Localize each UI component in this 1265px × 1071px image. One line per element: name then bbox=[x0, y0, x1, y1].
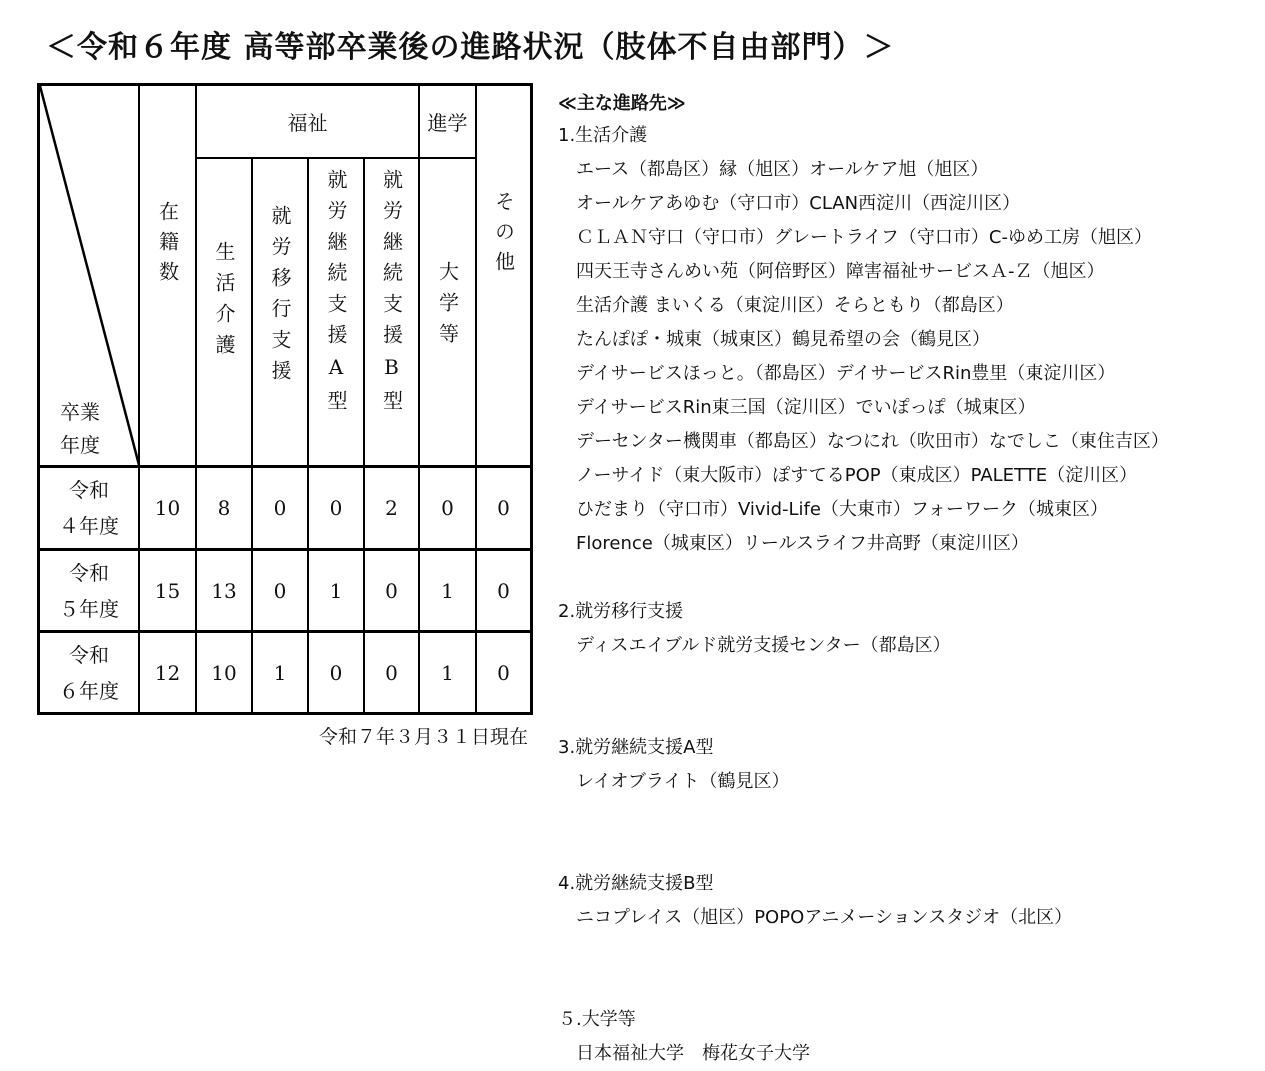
destination-item: Florence（城東区）リールスライフ井高野（東淀川区） bbox=[576, 533, 1029, 554]
destination-item: ノーサイド（東大阪市）ぽすてるPOP（東成区）PALETTE（淀川区） bbox=[576, 465, 1138, 486]
table-cell: 10 bbox=[211, 660, 237, 685]
subheader-iko bbox=[253, 159, 307, 465]
header-higher-ed-text: 進学 bbox=[427, 111, 468, 135]
subheader-keizoku-a bbox=[309, 159, 363, 465]
destination-item: 四天王寺さんめい苑（阿倍野区）障害福祉サービスＡ-Ｚ（旭区） bbox=[576, 261, 1105, 282]
destination-item: 日本福祉大学 梅花女子大学 bbox=[576, 1043, 810, 1064]
destination-item: デイサービスほっと。（都島区）デイサービスRin豊里（東淀川区） bbox=[576, 363, 1116, 384]
destination-item: デーセンター機関車（都島区）なつにれ（吹田市）なでしこ（東住吉区） bbox=[576, 431, 1169, 452]
table-cell: 10 bbox=[154, 496, 181, 520]
row-year-label bbox=[40, 633, 138, 712]
page-title: ＜令和６年度 高等部卒業後の進路状況（肢体不自由部門）＞ bbox=[46, 30, 895, 65]
corner-label-bottom: 年度 bbox=[60, 433, 100, 457]
header-higher-ed bbox=[420, 86, 475, 157]
table-cell: 0 bbox=[329, 660, 343, 685]
table-cell: 1 bbox=[273, 660, 287, 685]
spacer bbox=[558, 697, 1258, 731]
destination-list bbox=[558, 89, 1258, 1071]
subheader-daigaku bbox=[420, 159, 475, 465]
header-welfare bbox=[197, 86, 418, 157]
row-year: ４年度 bbox=[59, 514, 119, 538]
subheader-seikatsu bbox=[197, 159, 251, 465]
destination-category-label: 4.就労継続支援B型 bbox=[558, 873, 714, 894]
row-era: 令和 bbox=[69, 560, 109, 585]
header-welfare-text: 福祉 bbox=[287, 111, 328, 135]
table-cell: 0 bbox=[497, 578, 510, 603]
row-era: 令和 bbox=[69, 642, 109, 667]
row-year-label bbox=[40, 551, 138, 630]
table-cell: 0 bbox=[497, 660, 510, 685]
subheader-iko-text: 就労移行支援 bbox=[268, 205, 292, 391]
destination-category-label: 1.生活介護 bbox=[558, 125, 648, 146]
spacer bbox=[558, 799, 1258, 833]
corner-label bbox=[60, 396, 100, 462]
table-cell: 1 bbox=[329, 578, 343, 603]
table-cell: 0 bbox=[385, 660, 398, 685]
header-enrolled-text: 在籍数 bbox=[155, 200, 180, 291]
table-cell: 0 bbox=[497, 496, 510, 520]
spacer bbox=[558, 833, 1258, 867]
row-era: 令和 bbox=[69, 478, 109, 502]
destination-item: デイサービスRin東三国（淀川区）でいぽっぽ（城東区） bbox=[576, 397, 1036, 418]
table-cell: 0 bbox=[329, 496, 343, 520]
subheader-seikatsu-text: 生活介護 bbox=[212, 241, 236, 365]
row-year: ５年度 bbox=[59, 596, 119, 621]
destination-categories bbox=[558, 119, 1258, 1071]
table-cell: 1 bbox=[441, 660, 454, 685]
destination-category-label: ５.大学等 bbox=[558, 1009, 636, 1030]
career-table bbox=[37, 83, 533, 715]
table-cell: 0 bbox=[385, 578, 398, 603]
subheader-keizoku-a-text: 就労継続支援A型 bbox=[324, 169, 348, 421]
destination-item: ニコプレイス（旭区）POPOアニメーションスタジオ（北区） bbox=[576, 907, 1073, 928]
spacer bbox=[558, 969, 1258, 1003]
table-cell: 0 bbox=[441, 496, 454, 520]
spacer bbox=[558, 663, 1258, 697]
destination-heading: ≪主な進路先≫ bbox=[558, 93, 686, 114]
table-cell: 15 bbox=[154, 578, 181, 603]
row-year-label bbox=[40, 468, 138, 548]
destination-item: ディスエイブルド就労支援センター（都島区） bbox=[576, 635, 951, 656]
spacer bbox=[558, 561, 1258, 595]
destination-item: エース（都島区）縁（旭区）オールケア旭（旭区） bbox=[576, 159, 989, 180]
as-of-date: 令和７年３月３１日現在 bbox=[318, 726, 528, 748]
destination-item: ひだまり（守口市）Vivid-Life（大東市）フォーワーク（城東区） bbox=[576, 499, 1109, 520]
destination-item: レイオブライト（鶴見区） bbox=[576, 771, 790, 792]
destination-item: 生活介護 まいくる（東淀川区）そらともり（都島区） bbox=[576, 295, 1014, 316]
table-cell: 0 bbox=[273, 496, 287, 520]
subheader-keizoku-b-text: 就労継続支援B型 bbox=[379, 169, 404, 421]
header-other bbox=[477, 86, 530, 465]
table-cell: 1 bbox=[441, 578, 454, 603]
row-year: ６年度 bbox=[59, 678, 119, 703]
spacer bbox=[558, 935, 1258, 969]
header-other-text: その他 bbox=[491, 190, 516, 281]
destination-category-label: 2.就労移行支援 bbox=[558, 601, 684, 622]
destination-item: ＣＬＡＮ守口（守口市）グレートライフ（守口市）C-ゆめ工房（旭区） bbox=[576, 227, 1152, 248]
destination-item: たんぽぽ・城東（城東区）鶴見希望の会（鶴見区） bbox=[576, 329, 990, 350]
header-enrolled bbox=[140, 86, 195, 465]
table-cell: 8 bbox=[217, 496, 231, 520]
table-cell: 13 bbox=[211, 578, 237, 603]
corner-label-top: 卒業 bbox=[60, 400, 100, 424]
table-cell: 12 bbox=[154, 660, 181, 685]
subheader-daigaku-text: 大学等 bbox=[435, 261, 460, 354]
table-cell: 2 bbox=[385, 496, 398, 520]
destination-category-label: 3.就労継続支援A型 bbox=[558, 737, 714, 758]
table-cell: 0 bbox=[273, 578, 287, 603]
subheader-keizoku-b bbox=[365, 159, 418, 465]
destination-item: オールケアあゆむ（守口市）CLAN西淀川（西淀川区） bbox=[576, 193, 1021, 214]
